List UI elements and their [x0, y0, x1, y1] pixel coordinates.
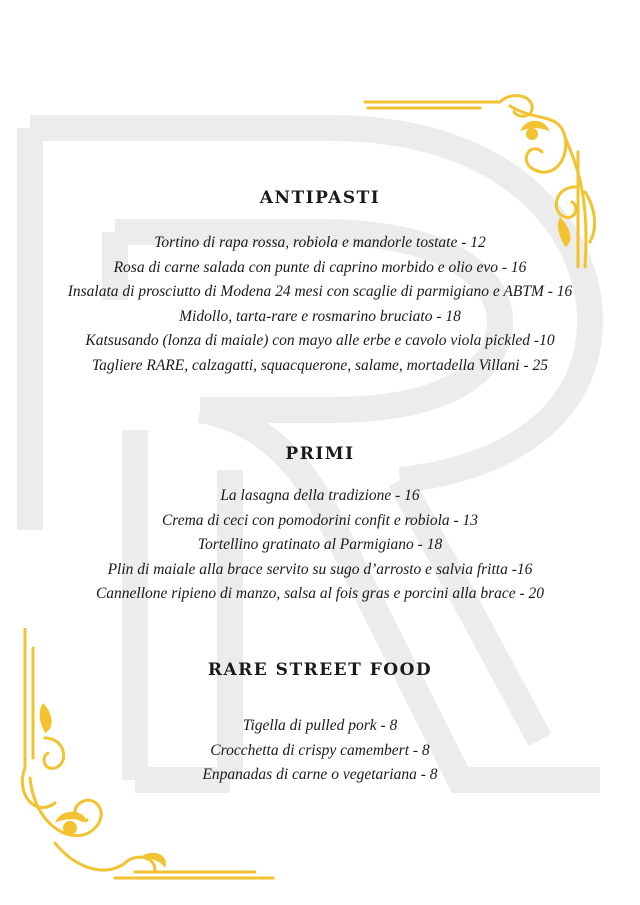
street-food-section — [0, 660, 640, 788]
menu-item: Cannellone ripieno di manzo, salsa al fois gras e porcini alla brace - 20 — [95, 585, 545, 602]
menu-item: Tortellino gratinato al Parmigiano - 18 — [197, 536, 443, 553]
street-food-list — [0, 714, 640, 788]
menu-item: Plin di maiale alla brace servito su sugo d’arrosto e salvia fritta -16 — [107, 560, 533, 578]
street-food-title: RARE STREET FOOD — [207, 660, 433, 680]
menu-item: La lasagna della tradizione - 16 — [220, 487, 420, 504]
antipasti-section — [0, 188, 640, 378]
menu-item: Tagliere RARE, calzagatti, squacquerone, salame, mortadella Villani - 25 — [91, 356, 549, 374]
primi-list — [0, 484, 640, 607]
menu-item: Crocchetta di crispy camembert - 8 — [210, 741, 430, 759]
primi-section — [0, 444, 640, 607]
menu-item: Tortino di rapa rossa, robiola e mandorle tostate - 12 — [154, 234, 486, 251]
menu-item: Midollo, tarta-rare e rosmarino bruciato - 18 — [179, 307, 461, 325]
menu-item: Katsusando (lonza di maiale) con mayo alle erbe e cavolo viola pickled -10 — [85, 332, 555, 349]
menu-item: Insalata di prosciutto di Modena 24 mesi con scaglie di parmigiano e ABTM - 16 — [67, 283, 573, 300]
menu-item: Crema di ceci con pomodorini confit e robiola - 13 — [161, 511, 479, 529]
antipasti-list — [0, 231, 640, 378]
antipasti-title: ANTIPASTI — [259, 188, 381, 208]
primi-title: PRIMI — [285, 444, 355, 464]
menu-item: Enpanadas di carne o vegetariana - 8 — [202, 766, 438, 783]
menu-item: Rosa di carne salada con punte di caprino morbido e olio evo - 16 — [113, 258, 527, 276]
menu-item: Tigella di pulled pork - 8 — [242, 717, 398, 734]
